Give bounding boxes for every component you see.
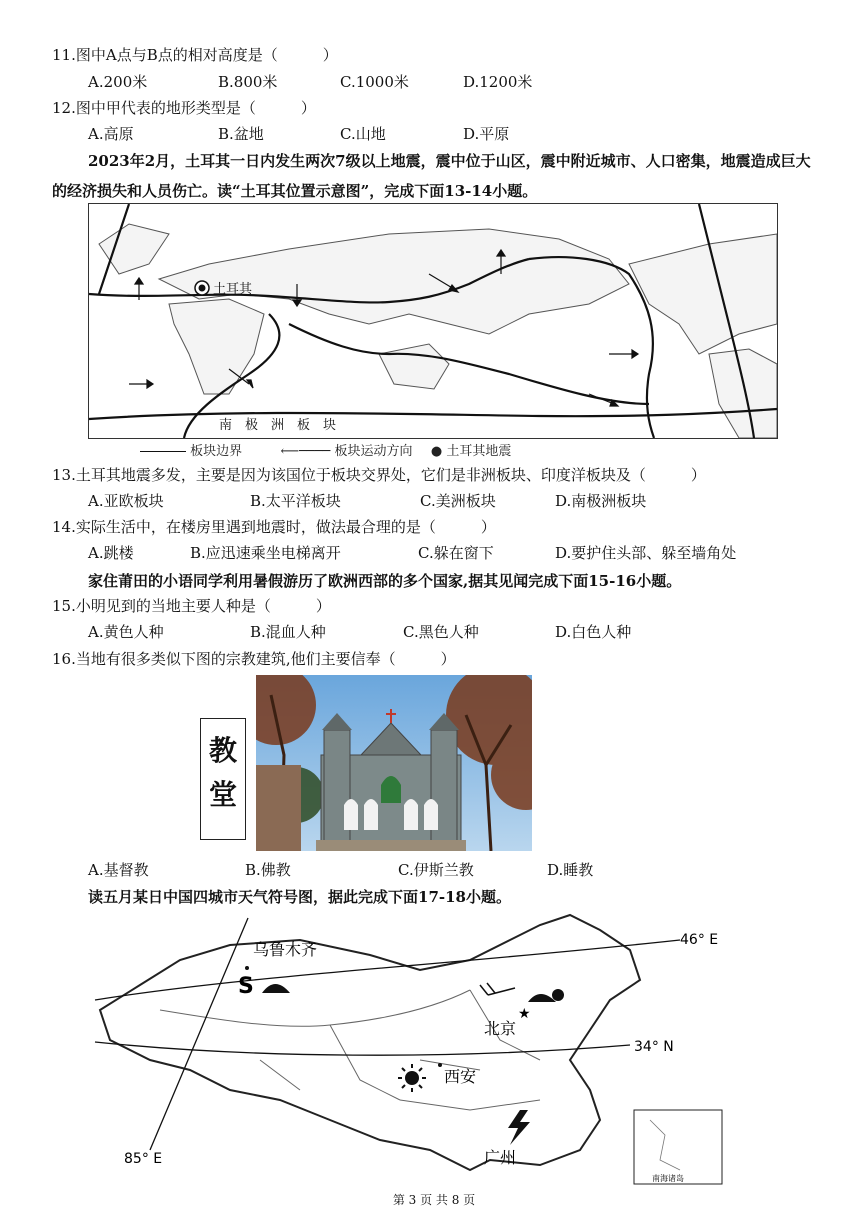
city-urumqi: 乌鲁木齐 <box>253 940 318 959</box>
lat-46-label: 46° E <box>680 932 719 948</box>
q12-option-d: D.平原 <box>463 125 510 143</box>
q14-option-c: C.躲在窗下 <box>418 544 494 562</box>
q14-option-a: A.跳楼 <box>88 544 134 562</box>
legend-boundary-line <box>140 451 186 452</box>
q13-stem: 13.土耳其地震多发，主要是因为该国位于板块交界处，它们是非洲板块、印度洋板块及（ ） <box>52 466 706 484</box>
q16-option-c: C.伊斯兰教 <box>398 861 474 879</box>
intro-15-16: 家住莆田的小语同学利用暑假游历了欧洲西部的多个国家,据其见闻完成下面15-16小题。 <box>88 572 682 590</box>
q13-option-d: D.南极洲板块 <box>555 492 647 510</box>
city-beijing: 北京 <box>484 1019 517 1038</box>
q15-option-b: B.混血人种 <box>250 623 326 641</box>
q11-option-b: B.800米 <box>218 73 278 91</box>
q12-option-c: C.山地 <box>340 125 386 143</box>
legend-boundary-label: 板块边界 <box>190 444 243 459</box>
q12-option-b: B.盆地 <box>218 125 264 143</box>
q12-option-a: A.高原 <box>88 125 134 143</box>
q15-option-d: D.白色人种 <box>555 623 632 641</box>
world-map-figure <box>88 203 778 439</box>
china-weather-map <box>0 910 868 1190</box>
q13-option-a: A.亚欧板块 <box>88 492 164 510</box>
world-map-svg <box>89 204 777 438</box>
sand-storm-icon: S <box>238 974 254 999</box>
q14-option-d: D.要护住头部、躲至墙角处 <box>555 544 737 562</box>
antarctic-plate-label: 南 极 洲 板 块 <box>219 418 337 433</box>
legend-quake-label: 土耳其地震 <box>446 444 512 459</box>
legend-direction-label: 板块运动方向 <box>334 444 413 459</box>
q16-option-d: D.睡教 <box>547 861 594 879</box>
q11-option-d: D.1200米 <box>463 73 533 91</box>
q11-option-c: C.1000米 <box>340 73 409 91</box>
lat-34-label: 34° N <box>634 1039 674 1055</box>
q14-option-b: B.应迅速乘坐电梯离开 <box>190 544 341 562</box>
church-label: 教 堂 <box>200 718 246 840</box>
q16-option-a: A.基督教 <box>88 861 149 879</box>
q15-option-a: A.黄色人种 <box>88 623 164 641</box>
inset-label: 南海诸岛 <box>652 1174 684 1183</box>
church-photo <box>256 675 532 851</box>
turkey-label: 土耳其 <box>213 282 253 297</box>
lon-85-label: 85° E <box>124 1151 163 1167</box>
intro-17-18: 读五月某日中国四城市天气符号图，据此完成下面17-18小题。 <box>88 888 511 906</box>
q13-option-c: C.美洲板块 <box>420 492 496 510</box>
city-xian: 西安 <box>444 1067 477 1086</box>
legend-arrow-icon: ⟵──── <box>280 444 331 459</box>
city-guangzhou: 广州 <box>484 1148 517 1167</box>
q12-stem: 12.图中甲代表的地形类型是（ ） <box>52 99 316 117</box>
q15-option-c: C.黑色人种 <box>403 623 479 641</box>
q16-option-b: B.佛教 <box>245 861 291 879</box>
q14-stem: 14.实际生活中，在楼房里遇到地震时，做法最合理的是（ ） <box>52 518 496 536</box>
intro-13-14: 2023年2月，土耳其一日内发生两次7级以上地震，震中位于山区，震中附近城市、人口密集，地震造成巨大的经济损失和人员伤亡。读“土耳其位置示意图”，完成下面13-14小题。 <box>52 152 811 200</box>
q15-stem: 15.小明见到的当地主要人种是（ ） <box>52 597 331 615</box>
legend-quake-icon: ● <box>430 444 443 459</box>
beijing-star-icon: ★ <box>518 1006 531 1022</box>
south-china-sea-inset <box>634 1110 722 1184</box>
q13-option-b: B.太平洋板块 <box>250 492 341 510</box>
q16-stem: 16.当地有很多类似下图的宗教建筑,他们主要信奉（ ） <box>52 650 456 668</box>
world-map-legend <box>140 440 511 459</box>
q11-option-a: A.200米 <box>88 73 148 91</box>
china-outline <box>100 915 640 1170</box>
q11-stem: 11.图中A点与B点的相对高度是（ ） <box>52 46 338 64</box>
page-footer: 第 3 页 共 8 页 <box>392 1193 476 1207</box>
